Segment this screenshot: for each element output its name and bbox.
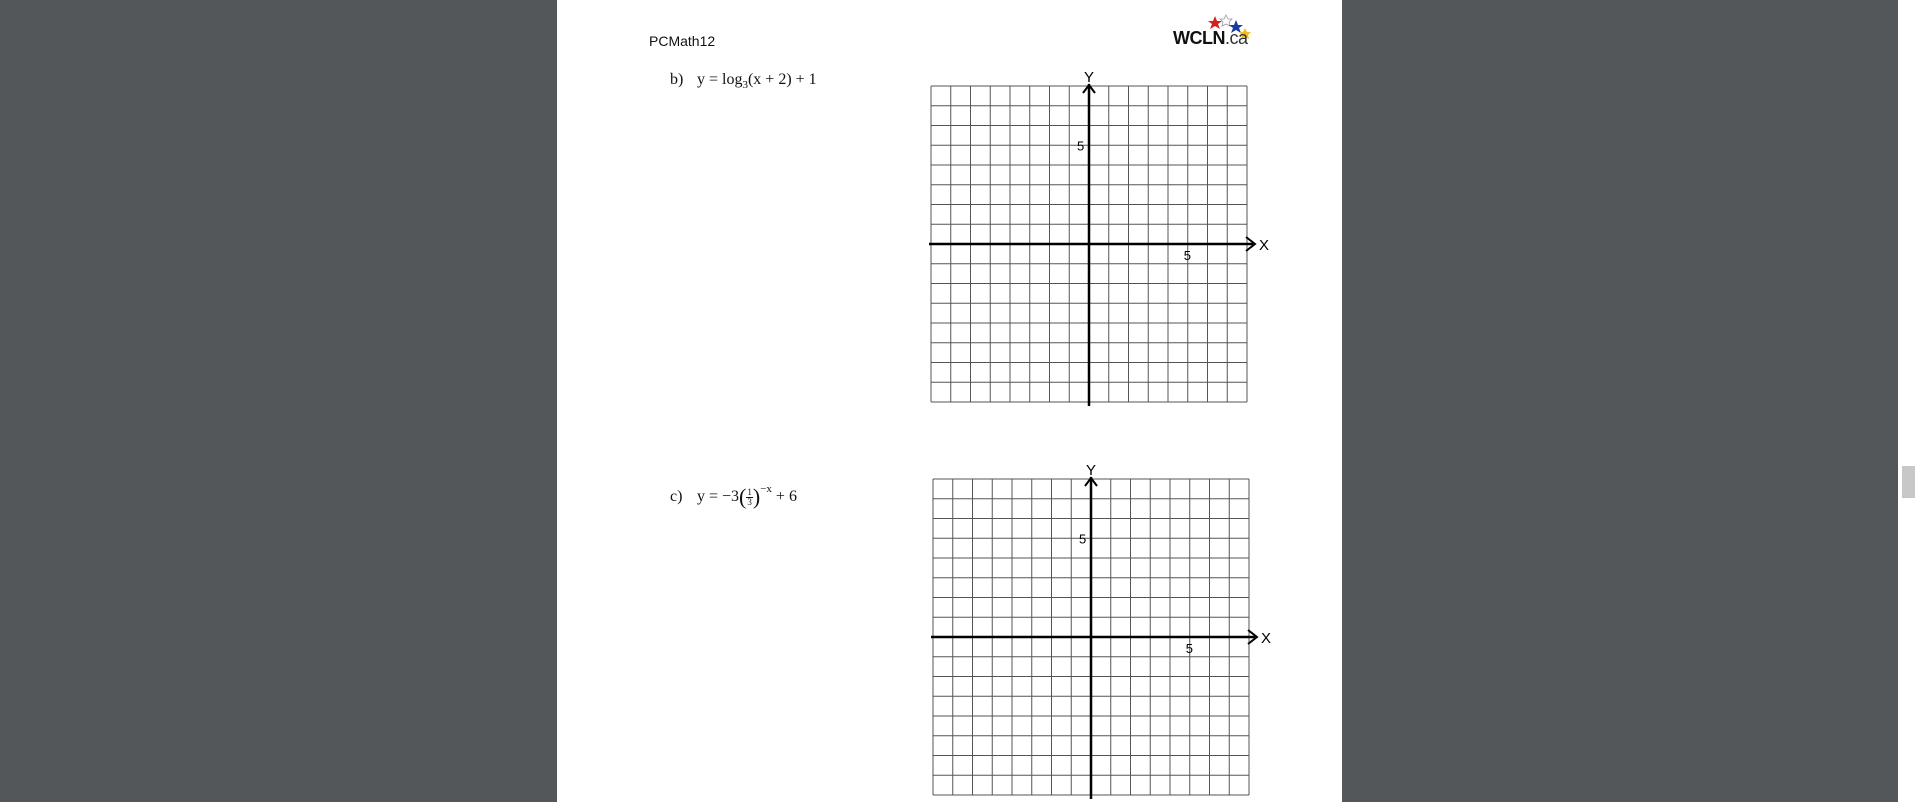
wcln-logo — [1173, 14, 1263, 50]
problem-label: b) — [670, 71, 684, 88]
graph-c — [933, 459, 1272, 802]
y-axis-label: Y — [1086, 462, 1097, 479]
graph-b — [931, 66, 1270, 412]
y-tick-label: 5 — [1079, 531, 1087, 547]
y-tick-label: 5 — [1077, 138, 1085, 154]
x-axis-label: X — [1259, 237, 1270, 254]
fraction: $\frac{1}{3}$ — [747, 486, 752, 507]
y-axis-label: Y — [1084, 69, 1095, 86]
scrollbar-thumb[interactable] — [1902, 466, 1915, 498]
course-title: PCMath12 — [649, 33, 716, 49]
problem-b-equation: b) $y = \log_3(x + 2) + 1$ — [670, 71, 817, 91]
document-page — [557, 0, 1342, 802]
x-tick-label: 5 — [1183, 248, 1191, 263]
problem-label: c) — [670, 488, 683, 505]
problem-c-equation: c) y = −3( $\frac{1}{3}$ )$^{-x}$ + 6 — [670, 483, 797, 509]
logo-text: WCLN.ca — [1173, 28, 1248, 48]
x-axis-label: X — [1261, 630, 1272, 647]
scrollbar-track[interactable] — [1898, 0, 1920, 802]
x-tick-label: 5 — [1185, 641, 1193, 656]
